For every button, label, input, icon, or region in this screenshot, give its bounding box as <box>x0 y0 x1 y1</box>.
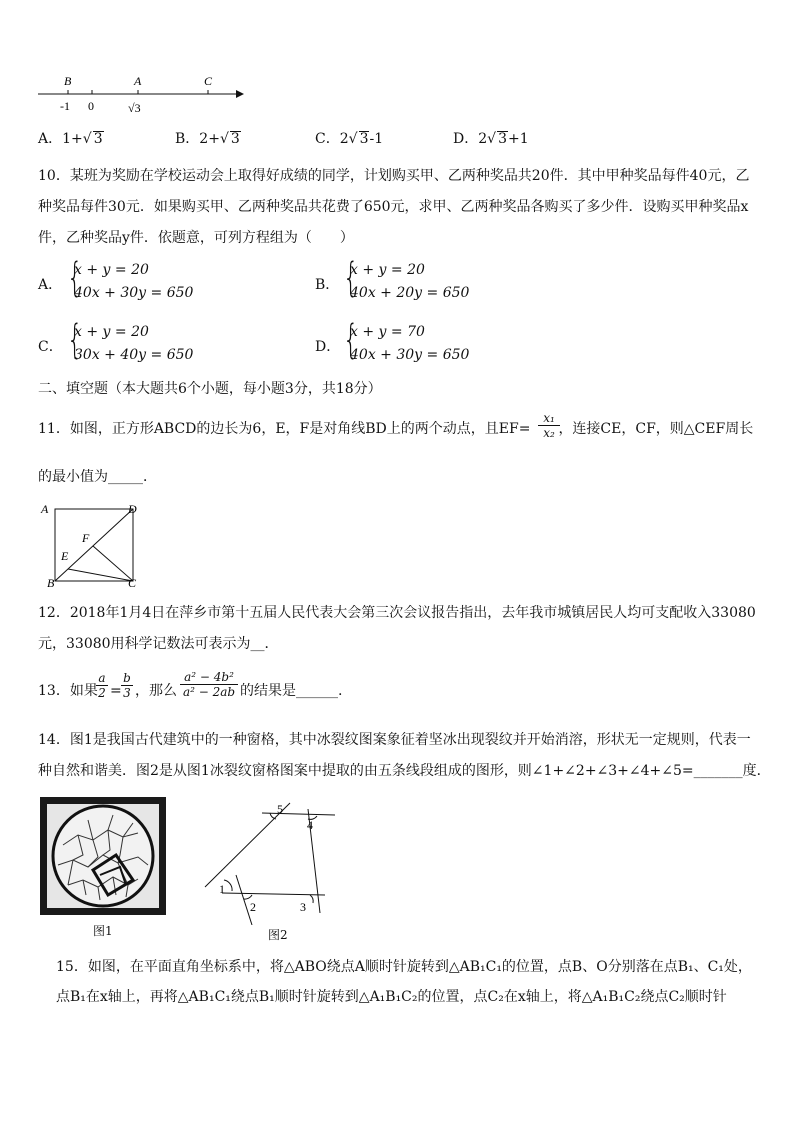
section-heading: 二、填空题（本大题共6个小题，每小题3分，共18分） <box>38 381 382 397</box>
window-circle <box>53 806 153 906</box>
q14-line2: 种自然和谐美．图2是从图1冰裂纹窗格图案中提取的由五条线段组成的图形，则∠1+∠2+∠3+∠4+∠5=_______度． <box>38 763 771 779</box>
label-e: E <box>61 549 69 563</box>
q10-option-c-letter: C． <box>38 339 63 355</box>
fig2-caption: 图2 <box>268 928 288 942</box>
option-pre: 2 <box>339 131 349 147</box>
q15-line2: 点B₁在x轴上，再将△AB₁C₁绕点B₁顺时针旋转到△A₁B₁C₂的位置，点C₂在x轴上，将△A₁B₁C₂绕点C₂顺时针 <box>56 989 727 1005</box>
segment-ce <box>68 569 133 581</box>
q11-text-post: ，连接CE，CF，则△CEF周长 <box>558 421 754 437</box>
q12-line2: 元，33080用科学记数法可表示为__． <box>38 636 279 652</box>
fraction-numerator: b <box>123 671 131 685</box>
q13-fraction-2 <box>121 671 133 700</box>
option-letter: D． <box>453 131 479 147</box>
fraction-numerator: x₁ <box>543 411 555 425</box>
tick-label-0: 0 <box>88 99 94 113</box>
label-c: C <box>204 74 213 88</box>
q11-square-figure <box>38 500 148 590</box>
fraction-denominator: 2 <box>96 685 108 700</box>
fraction-denominator: x₂ <box>538 425 560 440</box>
equation-1: x + y = 20 <box>74 324 149 340</box>
option-post: +1 <box>508 131 529 147</box>
equation-1: x + y = 70 <box>350 324 425 340</box>
q10-line3: 件，乙种奖品y件．依题意，可列方程组为（ ） <box>38 230 354 246</box>
q10-option-d-letter: D． <box>315 339 341 355</box>
q13-equals: = <box>110 683 122 699</box>
angle-label-2: 2 <box>250 900 256 914</box>
q10-option-a-letter: A． <box>38 277 63 293</box>
q14-line1: 14．图1是我国古代建筑中的一种窗格，其中冰裂纹图案象征着坚冰出现裂纹并开始消溶，形状无一定规则，代表一 <box>38 732 751 748</box>
equation-2: 30x + 40y = 650 <box>74 347 194 363</box>
q10-option-b-letter: B． <box>315 277 340 293</box>
fraction-numerator: a <box>98 671 106 685</box>
q13-fraction-1 <box>96 671 108 700</box>
q12-line1: 12．2018年1月4日在萍乡市第十五届人民代表大会第三次会议报告指出，去年我市城镇居民人均可支配收入33080 <box>38 605 756 621</box>
five-segment-figure <box>200 795 340 925</box>
angle-label-5: 5 <box>277 802 283 816</box>
brace-icon: { <box>67 255 83 301</box>
q10-line1: 10．某班为奖励在学校运动会上取得好成绩的同学，计划购买甲、乙两种奖品共20件．其中甲种奖品每件40元，乙 <box>38 168 750 184</box>
option-pre: 1+ <box>62 131 83 147</box>
option-pre: 2 <box>478 131 488 147</box>
option-letter: A． <box>38 131 63 147</box>
label-c: C <box>128 576 137 590</box>
option-radicand: 3 <box>230 131 240 147</box>
equation-2: 40x + 30y = 650 <box>74 285 194 301</box>
option-radicand: 3 <box>498 131 507 147</box>
fraction-numerator: a² − 4b² <box>184 670 234 684</box>
q11-text-pre: 11．如图，正方形ABCD的边长为6，E，F是对角线BD上的两个动点，且EF= <box>38 421 531 437</box>
label-b: B <box>64 74 72 88</box>
label-f: F <box>82 531 90 545</box>
fig1-caption: 图1 <box>93 924 113 938</box>
q11-line2: 的最小值为_____． <box>38 469 157 485</box>
option-letter: B． <box>175 131 200 147</box>
equation-2: 40x + 30y = 650 <box>350 347 470 363</box>
brace-icon: { <box>343 317 359 363</box>
option-radicand: 3 <box>93 131 103 147</box>
label-a: A <box>41 502 49 516</box>
option-radicand: 3 <box>359 131 369 147</box>
q11-fraction <box>538 411 560 440</box>
q13-fraction-3 <box>180 670 238 699</box>
equation-1: x + y = 20 <box>350 262 425 278</box>
ice-crack-window-figure <box>38 795 168 919</box>
angle-label-3: 3 <box>300 900 306 914</box>
number-line-arrow <box>236 90 244 98</box>
option-pre: 2+ <box>199 131 220 147</box>
q9-option-a: A．1+√ 3 <box>38 131 103 147</box>
q9-option-d: D．2√ 3+1 <box>453 131 529 147</box>
angle-label-4: 4 <box>307 818 313 832</box>
label-a: A <box>134 74 142 88</box>
brace-icon: { <box>67 317 83 363</box>
q15-line1: 15．如图，在平面直角坐标系中，将△ABO绕点A顺时针旋转到△AB₁C₁的位置，点B、O分别落在点B₁、C₁处， <box>56 959 752 975</box>
q13-mid: ，那么 <box>135 683 177 699</box>
q9-option-c: C．2√ 3-1 <box>315 131 384 147</box>
angle-label-1: 1 <box>219 882 225 896</box>
fraction-denominator: a² − 2ab <box>180 684 238 699</box>
segment-cf <box>93 546 133 581</box>
q10-line2: 种奖品每件30元．如果购买甲、乙两种奖品共花费了650元，求甲、乙两种奖品各购买了多少件．设购买甲种奖品x <box>38 199 749 215</box>
tick-label-neg1: -1 <box>60 99 70 113</box>
fraction-denominator: 3 <box>121 685 133 700</box>
option-post: -1 <box>369 131 384 147</box>
q13-post: 的结果是______. <box>240 683 343 699</box>
label-b: B <box>47 576 55 590</box>
segment-4 <box>222 893 325 895</box>
label-d: D <box>128 502 137 516</box>
equation-1: x + y = 20 <box>74 262 149 278</box>
equation-2: 40x + 20y = 650 <box>350 285 470 301</box>
option-letter: C． <box>315 131 340 147</box>
tick-label-sqrt3: √3 <box>128 101 141 115</box>
q9-option-b: B．2+√ 3 <box>175 131 240 147</box>
brace-icon: { <box>343 255 359 301</box>
number-line-figure <box>30 70 250 120</box>
segment-2 <box>262 813 335 815</box>
q13-pre: 13．如果 <box>38 683 98 699</box>
q11-line1 <box>38 420 753 438</box>
